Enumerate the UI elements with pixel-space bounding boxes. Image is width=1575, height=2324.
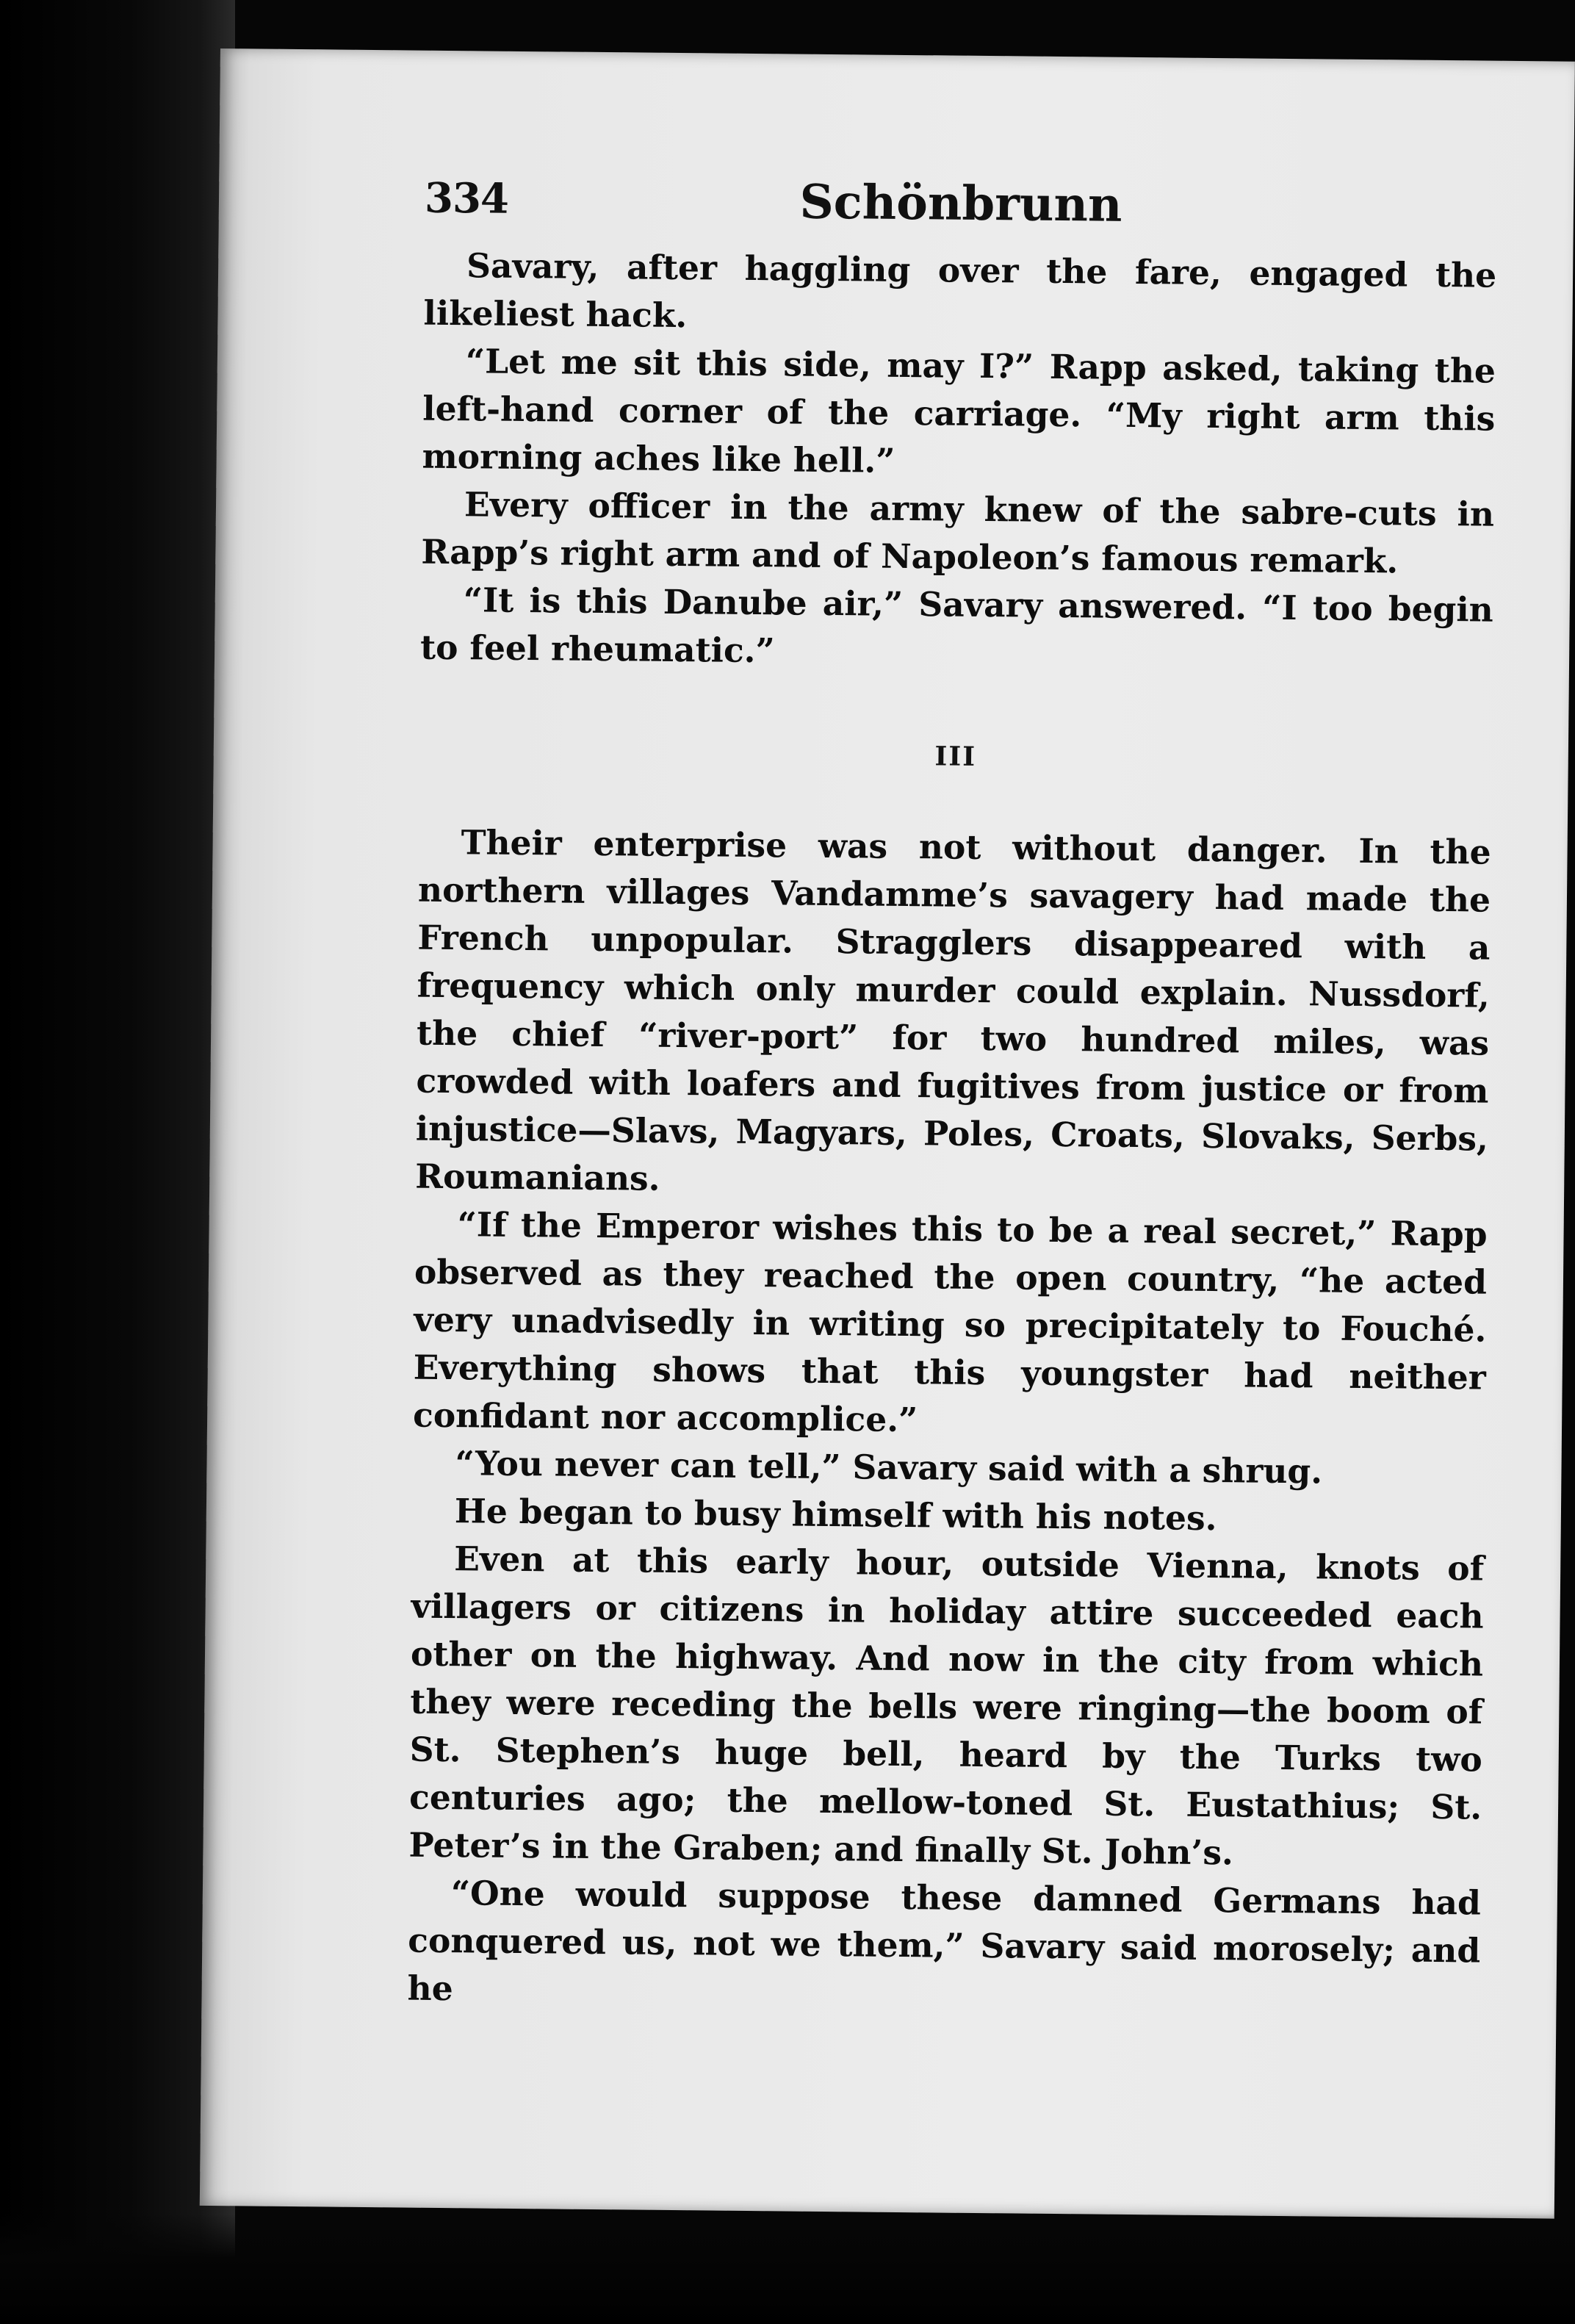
- paragraph-10: “One would suppose these damned Germans had conquered us, not we them,” Savary said morosely; and he: [407, 1873, 1482, 2009]
- page-text-block: [407, 161, 1497, 2023]
- paragraph-5: Their enterprise was not without danger. In the northern villages Vandamme’s savagery had made the French unpopular. Stragglers disappeared with a frequency which only murder could explain. Nussdorf, the chief “river-port” for two hundred miles, was crowded with loafers and fugitives from justice or from injustice—Slavs, Magyars, Poles, Croats, Slovaks, Serbs, Roumanians.: [415, 822, 1491, 1198]
- paragraph-6: “If the Emperor wishes this to be a real secret,” Rapp observed as they reached the open country, “he acted very unadvisedly in writing so precipitately to Fouché. Everything shows that this youngster had neither confidant nor accomplice.”: [412, 1204, 1488, 1440]
- paragraph-8: He began to busy himself with his notes.: [454, 1491, 1217, 1539]
- paragraph-3: Every officer in the army knew of the sabre-cuts in Rapp’s right arm and of Napoleon’s famous remark.: [421, 484, 1495, 581]
- running-title: Schönbrunn: [799, 174, 1122, 233]
- book-page: [200, 48, 1575, 2219]
- paragraph-9: Even at this early hour, outside Vienna, knots of villagers or citizens in holiday attire succeeded each other on the highway. And now in the city from which they were receding the bells were ringing—the boom of St. Stephen’s huge bell, heard by the Turks two centuries ago; the mellow-toned St. Eustathius; St. Peter’s in the Graben; and finally St. John’s.: [408, 1539, 1485, 1873]
- page-number: 334: [424, 173, 509, 223]
- book-spine-shadow: [0, 0, 235, 2324]
- paragraph-2: “Let me sit this side, may I?” Rapp asked, taking the left-hand corner of the carriage. “My right arm this morning aches like hell.”: [422, 341, 1496, 481]
- running-head: [424, 161, 1497, 252]
- paragraph-4: “It is this Danube air,” Savary answered. “I too begin to feel rheumatic.”: [419, 580, 1494, 671]
- paragraph-7: “You never can tell,” Savary said with a shrug.: [455, 1443, 1323, 1492]
- paragraph-1: Savary, after haggling over the fare, engaged the likeliest hack.: [423, 245, 1497, 336]
- section-numeral: III: [934, 741, 977, 772]
- scan-bottom-edge: [0, 2214, 1575, 2324]
